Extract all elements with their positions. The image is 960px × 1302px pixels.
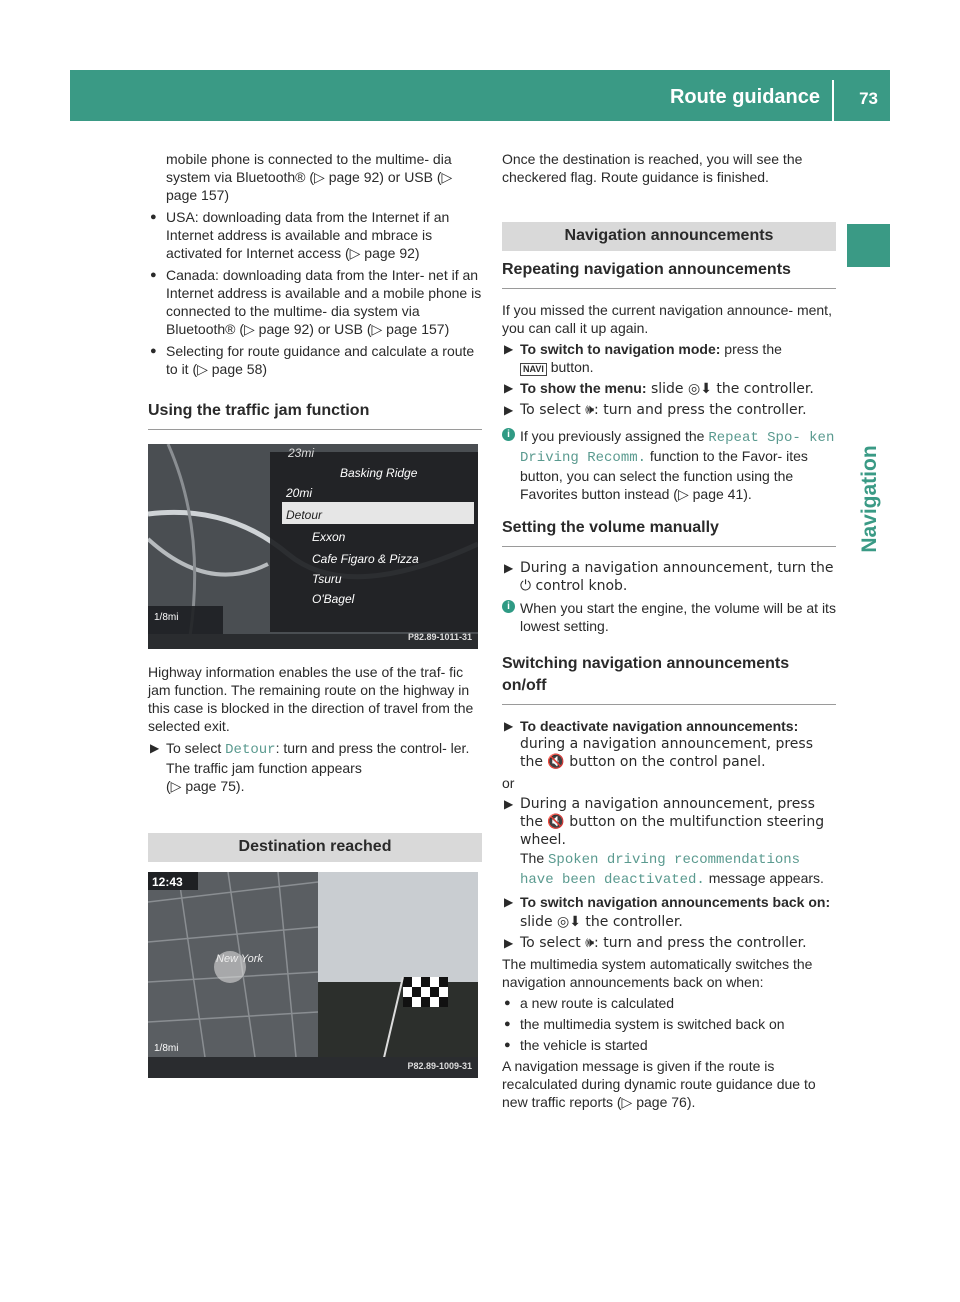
step-rest: during a navigation announcement, press the 🔇 button on the control panel.: [520, 736, 814, 770]
bullet-continued: [148, 150, 482, 204]
image-code: P82.89-1009-31: [407, 1061, 472, 1071]
page-number: 73: [859, 89, 878, 108]
step-item: [502, 401, 836, 419]
list-item: [502, 1036, 836, 1054]
arrow-icon: ▶: [504, 561, 514, 575]
info-icon: i: [502, 600, 515, 613]
list-item: [148, 342, 482, 378]
final-text: A navigation message is given if the route is recalculated during dynamic route guidance due to new traffic reports (▷ page 76).: [502, 1058, 816, 1110]
step-item: [502, 379, 836, 398]
info-icon: i: [502, 428, 515, 441]
bullet-icon: ●: [504, 997, 511, 1009]
repeat-intro: If you missed the current navigation announce- ment, you can call it up again.: [502, 302, 832, 336]
step-suffix: : turn and press the control- ler.: [275, 740, 470, 756]
chapter-tab: [847, 224, 890, 267]
arrow-icon: ▶: [504, 403, 514, 417]
bullet-icon: ●: [504, 1039, 511, 1051]
step-rest: slide ◎⬇ the controller.: [646, 381, 814, 397]
bullet-text: USA: downloading data from the Internet if an Internet address is available and mbrace is activated for Internet access (▷ page 92): [166, 209, 450, 261]
step-text: [520, 379, 836, 398]
map-item-selected: Detour: [286, 508, 323, 522]
nav-announcements-heading: Navigation announcements: [502, 222, 836, 251]
left-column: [148, 150, 482, 1078]
bullet-icon: ●: [150, 345, 157, 357]
chapter-label: [850, 445, 890, 553]
info-text: [520, 427, 836, 503]
map-item: Tsuru: [312, 572, 342, 586]
step-item: [502, 893, 836, 931]
step-item: [502, 795, 836, 889]
right-column: [502, 150, 836, 1111]
info-note: [502, 599, 836, 635]
step-end: button.: [546, 359, 594, 375]
step-text: [520, 893, 836, 931]
step-text: During a navigation announcement, press the 🔇 button on the multifunction steering wheel.: [520, 796, 825, 848]
step-text: [520, 340, 836, 376]
map-scale: 1/8mi: [154, 612, 179, 623]
map-item: Basking Ridge: [340, 466, 418, 480]
arrow-icon: ▶: [150, 741, 160, 755]
header: [70, 70, 890, 121]
arrow-icon: ▶: [504, 342, 514, 356]
map-city: New York: [216, 953, 263, 965]
list-item: [148, 208, 482, 262]
step-end: message appears.: [704, 870, 824, 886]
bullet-icon: ●: [150, 211, 157, 223]
map-item: Exxon: [312, 530, 346, 544]
step-bold: To switch to navigation mode:: [520, 341, 721, 357]
arrow-icon: ▶: [504, 797, 514, 811]
step-mono: Detour: [225, 742, 276, 758]
map-distance: 23mi: [288, 446, 315, 460]
list-item: [502, 1015, 836, 1033]
header-bar: [70, 70, 890, 121]
info-note: [502, 427, 836, 503]
info-mono: Repeat Spo‐ ken Driving Recomm.: [520, 430, 835, 466]
step-rest: press the: [720, 341, 782, 357]
map-scale: 1/8mi: [154, 1043, 179, 1054]
map-item: 20mi: [286, 486, 313, 500]
step-item: [502, 934, 836, 952]
step-item: [148, 739, 482, 795]
bullet-text: a new route is calculated: [520, 995, 675, 1011]
repeat-heading: Repeating navigation announcements: [502, 259, 836, 289]
bullet-text: the vehicle is started: [520, 1037, 648, 1053]
list-item: [502, 994, 836, 1012]
map-time: 12:43: [152, 875, 183, 889]
step-mono: Spoken driving recommendations have been deactivated.: [520, 852, 801, 888]
or-text: or: [502, 775, 515, 791]
bullet-text: Selecting for route guidance and calculate a route to it (▷ page 58): [166, 343, 475, 377]
map-item: Cafe Figaro & Pizza: [312, 552, 419, 566]
step-line3: (▷ page 75).: [166, 778, 245, 794]
bullet-text: Canada: downloading data from the Inter- net if an Internet address is available and a mobile phone is connected to the multime- dia system via Bluetooth® (▷ page 92) or USB (▷ page 157): [166, 267, 482, 337]
step-line2: The traffic jam function appears: [166, 760, 362, 776]
bullet-text: the multimedia system is switched back on: [520, 1016, 785, 1032]
switch-heading: Switching navigation announcements on/off: [502, 653, 836, 705]
step-message: [520, 849, 836, 889]
step-message-the: The: [520, 850, 549, 866]
arrow-icon: ▶: [504, 719, 514, 733]
step-item: [502, 340, 836, 376]
arrow-icon: ▶: [504, 895, 514, 909]
destination-heading: Destination reached: [148, 833, 482, 862]
arrow-icon: ▶: [504, 381, 514, 395]
bullet-icon: ●: [504, 1018, 511, 1030]
destination-text: Once the destination is reached, you will see the checkered flag. Route guidance is finished.: [502, 151, 803, 185]
chapter-label-text: Navigation: [858, 445, 881, 553]
section-title: Route guidance: [669, 86, 820, 108]
traffic-text: Highway information enables the use of the traf- fic jam function. The remaining route on the highway in this case is blocked in the direction of travel from the selected exit.: [148, 664, 474, 734]
header-divider: [832, 80, 834, 121]
step-rest: slide ◎⬇ the controller.: [520, 914, 683, 930]
step-text: To select 🕪: turn and press the controller.: [520, 935, 807, 951]
step-bold: To show the menu:: [520, 380, 647, 396]
step-item: [502, 559, 836, 595]
auto-text: The multimedia system automatically switches the navigation announcements back on when:: [502, 956, 813, 990]
step-text: During a navigation announcement, turn the ⏻ control knob.: [520, 560, 834, 594]
traffic-map-image: [148, 444, 478, 649]
image-code: P82.89-1011-31: [407, 632, 472, 642]
arrow-icon: ▶: [504, 936, 514, 950]
list-item: [148, 266, 482, 338]
step-item: [502, 717, 836, 771]
bullet-text: mobile phone is connected to the multime- dia system via Bluetooth® (▷ page 92) or USB (▷ page 157): [166, 151, 453, 203]
traffic-heading: Using the traffic jam function: [148, 400, 482, 430]
volume-heading: Setting the volume manually: [502, 517, 836, 547]
info-text: When you start the engine, the volume will be at its lowest setting.: [520, 600, 836, 634]
step-bold: To deactivate navigation announcements:: [520, 718, 799, 734]
map-item: O'Bagel: [312, 592, 355, 606]
info-text-b: function to the Favor- ites button, you can select the function using the Favorites button instead (▷ page 41).: [520, 448, 808, 502]
destination-map-image: [148, 872, 478, 1078]
step-bold: To switch navigation announcements back on:: [520, 894, 831, 910]
bullet-icon: ●: [150, 269, 157, 281]
info-text-a: If you previously assigned the: [520, 428, 709, 444]
step-text: [166, 739, 482, 759]
step-text: To select 🕪: turn and press the controller.: [520, 402, 807, 418]
step-prefix: To select: [166, 740, 222, 756]
navi-key-icon: NAVI: [520, 363, 547, 376]
